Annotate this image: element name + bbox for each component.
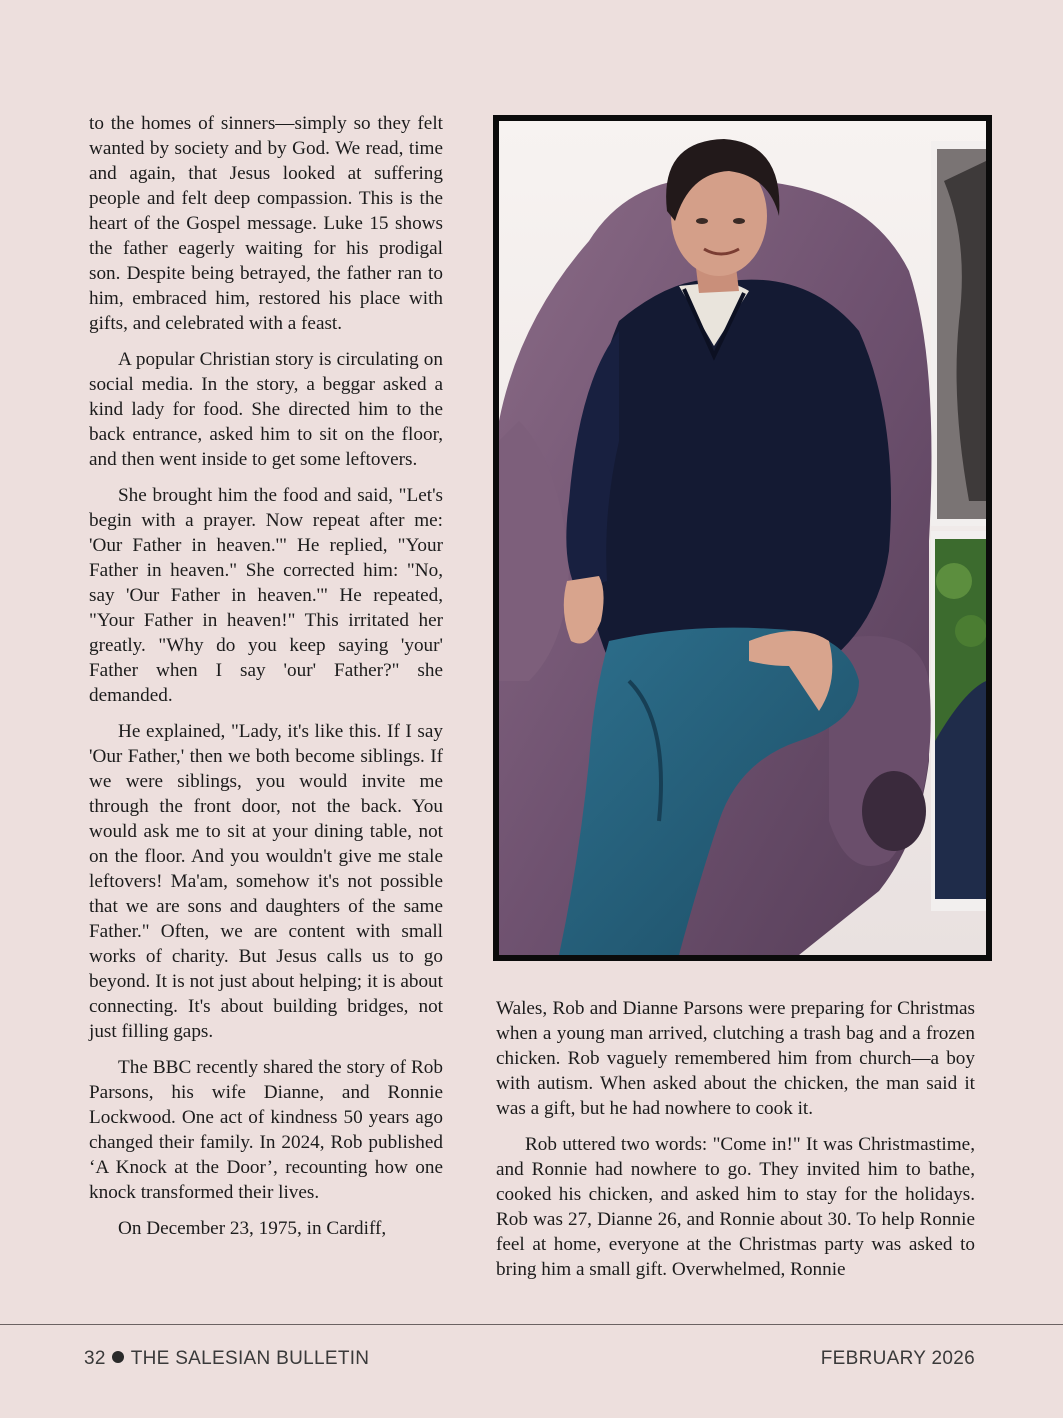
article-left-column <box>89 111 443 1252</box>
footer-left <box>84 1348 369 1370</box>
publication-name: THE SALESIAN BULLETIN <box>130 1348 370 1369</box>
page-number: 32 <box>84 1348 106 1369</box>
paragraph: Wales, Rob and Dianne Parsons were preparing for Christmas when a young man arrived, clutching a trash bag and a frozen chicken. Rob vaguely remembered him from church—a boy with autism. When asked about the chicken, the man said it was a gift, but he had nowhere to cook it. <box>496 998 975 1119</box>
paragraph: A popular Christian story is circulating on social media. In the story, a beggar asked a kind lady for food. She directed him to the back entrance, asked him to sit on the floor, and then went inside to get some leftovers. <box>89 349 443 470</box>
bullet-dot-icon <box>112 1351 124 1363</box>
paragraph: The BBC recently shared the story of Rob Parsons, his wife Dianne, and Ronnie Lockwood. One act of kindness 50 years ago changed their family. In 2024, Rob published ‘A Knock at the Door’, recounting how one knock transformed their lives. <box>89 1057 443 1203</box>
issue-date: FEBRUARY 2026 <box>820 1348 975 1369</box>
article-photo <box>493 115 992 961</box>
paragraph: On December 23, 1975, in Cardiff, <box>118 1218 387 1239</box>
photo-man-in-armchair <box>499 121 986 955</box>
paragraph: Rob uttered two words: "Come in!" It was Christmastime, and Ronnie had nowhere to go. They invited him to bathe, cooked his chicken, and asked him to stay for the holidays. Rob was 27, Dianne 26, and Ronnie about 30. To help Ronnie feel at home, everyone at the Christmas party was asked to bring him a small gift. Overwhelmed, Ronnie <box>496 1134 975 1280</box>
paragraph: to the homes of sinners—simply so they felt wanted by society and by God. We read, time and again, that Jesus looked at suffering people and felt deep compassion. This is the heart of the Gospel message. Luke 15 shows the father eagerly waiting for his prodigal son. Despite being betrayed, the father ran to him, embraced him, restored his place with gifts, and celebrated with a feast. <box>89 113 443 334</box>
article-right-column <box>496 996 975 1293</box>
footer-divider <box>0 1324 1063 1325</box>
paragraph: She brought him the food and said, "Let's begin with a prayer. Now repeat after me: 'Our Father in heaven.'" He replied, "Your Father in heaven." She corrected him: "No, say 'Our Father in heaven.'" He repeated, "Your Father in heaven!" This irritated her greatly. "Why do you keep saying 'your' Father when I say 'our' Father?" she demanded. <box>89 485 443 706</box>
paragraph: He explained, "Lady, it's like this. If I say 'Our Father,' then we both become siblings. If we were siblings, you would invite me through the front door, not the back. You would ask me to sit at your dining table, not on the floor. And you wouldn't give me stale leftovers! Ma'am, somehow it's not possible that we are sons and daughters of the same Father." Often, we are content with small works of charity. But Jesus calls us to go beyond. It is not just about helping; it is about connecting. It's about building bridges, not just filling gaps. <box>89 721 443 1042</box>
